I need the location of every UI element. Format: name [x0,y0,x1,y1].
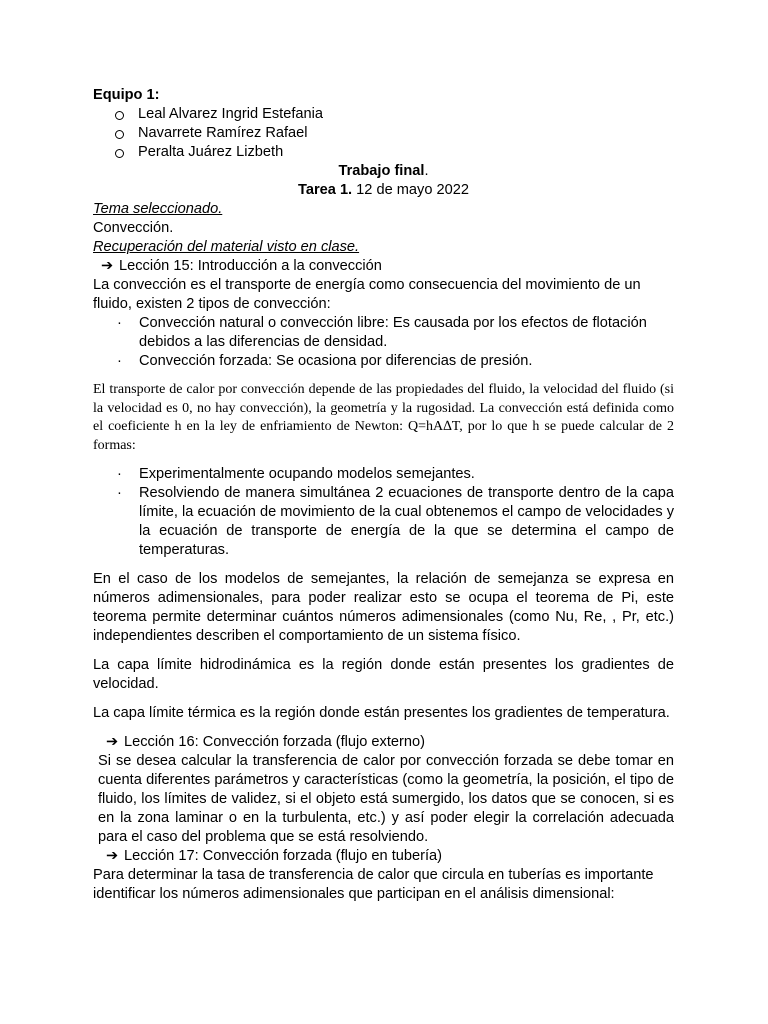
arrow-right-icon: ➔ [106,734,119,750]
lesson-16-body: Si se desea calcular la transferencia de calor por convección forzada se debe tomar en cuenta diferentes parámetros y características (como la geometría, la posición, el tipo de fluido, los límites de validez, si el objeto está sumergido, los datos que se conocen, si es en la zona laminar o en la turbulenta, etc.) y así poder elegir la correlación adecuada para el caso del problema que se está resolviendo. [98,753,674,845]
lesson-16-section [93,733,674,866]
circle-bullet-icon [115,130,124,139]
team-member: Leal Alvarez Ingrid Estefania [93,105,674,124]
methods-list [93,465,674,560]
convection-types-list [93,314,674,371]
team-member-list [93,105,674,162]
lesson-15-heading: ➔ Lección 15: Introducción a la convección [101,258,382,274]
topic-value: Convección. [93,220,174,236]
heat-transport-paragraph: El transporte de calor por convección depende de las propiedades del fluido, la velocidad del fluido (si la velocidad es 0, no hay convección), la geometría y la rugosidad. La convección está definida como el coeficiente h en la ley de enfriamiento de Newton: Q=hA∆T, por lo que h se puede calcular de 2 formas: [93,382,674,453]
list-item: · Experimentalmente ocupando modelos semejantes. [117,466,475,482]
models-paragraph: En el caso de los modelos de semejantes, la relación de semejanza se expresa en números adimensionales, para poder realizar esto se ocupa el teorema de Pi, este teorema permite determinar cuántos números adimensionales (como Nu, Re, , Pr, etc.) independientes describen el comportamiento de un sistema físico. [93,571,674,644]
list-item: · Convección natural o convección libre: Es causada por los efectos de flotación debidos a las diferencias de densidad. [117,315,647,350]
hydrodynamic-paragraph: La capa límite hidrodinámica es la región donde están presentes los gradientes de velocidad. [93,657,674,692]
team-title: Equipo 1: [93,87,160,103]
lesson-16-heading: ➔ Lección 16: Convección forzada (flujo externo) [106,734,425,750]
lesson-15-intro: La convección es el transporte de energía como consecuencia del movimiento de un fluido, existen 2 tipos de convección: [93,277,641,312]
dot-bullet-icon: · [117,485,122,501]
lesson-17-body: Para determinar la tasa de transferencia de calor que circula en tuberías es importante identificar los números adimensionales que participan en el análisis dimensional: [93,867,654,902]
dot-bullet-icon: · [117,466,122,482]
document-title: Trabajo final. [338,163,429,179]
dot-bullet-icon: · [117,315,122,331]
circle-bullet-icon [115,149,124,158]
team-member: Peralta Juárez Lizbeth [93,143,674,162]
list-item: · Convección forzada: Se ocasiona por diferencias de presión. [117,353,533,369]
lesson-17-heading: ➔ Lección 17: Convección forzada (flujo en tubería) [106,848,443,864]
list-item: · Resolviendo de manera simultánea 2 ecuaciones de transporte dentro de la capa límite, la ecuación de movimiento de la cual obtenemos el campo de velocidades y la ecuación de transporte de energía de la que se determina el campo de temperaturas. [117,485,674,558]
dot-bullet-icon: · [117,353,122,369]
arrow-right-icon: ➔ [106,848,119,864]
task-line: Tarea 1. 12 de mayo 2022 [298,182,469,198]
circle-bullet-icon [115,111,124,120]
topic-label: Tema seleccionado. [93,201,223,217]
thermal-paragraph: La capa límite térmica es la región donde están presentes los gradientes de temperatura. [93,705,670,721]
team-member: Navarrete Ramírez Rafael [93,124,674,143]
recovery-label: Recuperación del material visto en clase. [93,239,360,255]
arrow-right-icon: ➔ [101,258,114,274]
